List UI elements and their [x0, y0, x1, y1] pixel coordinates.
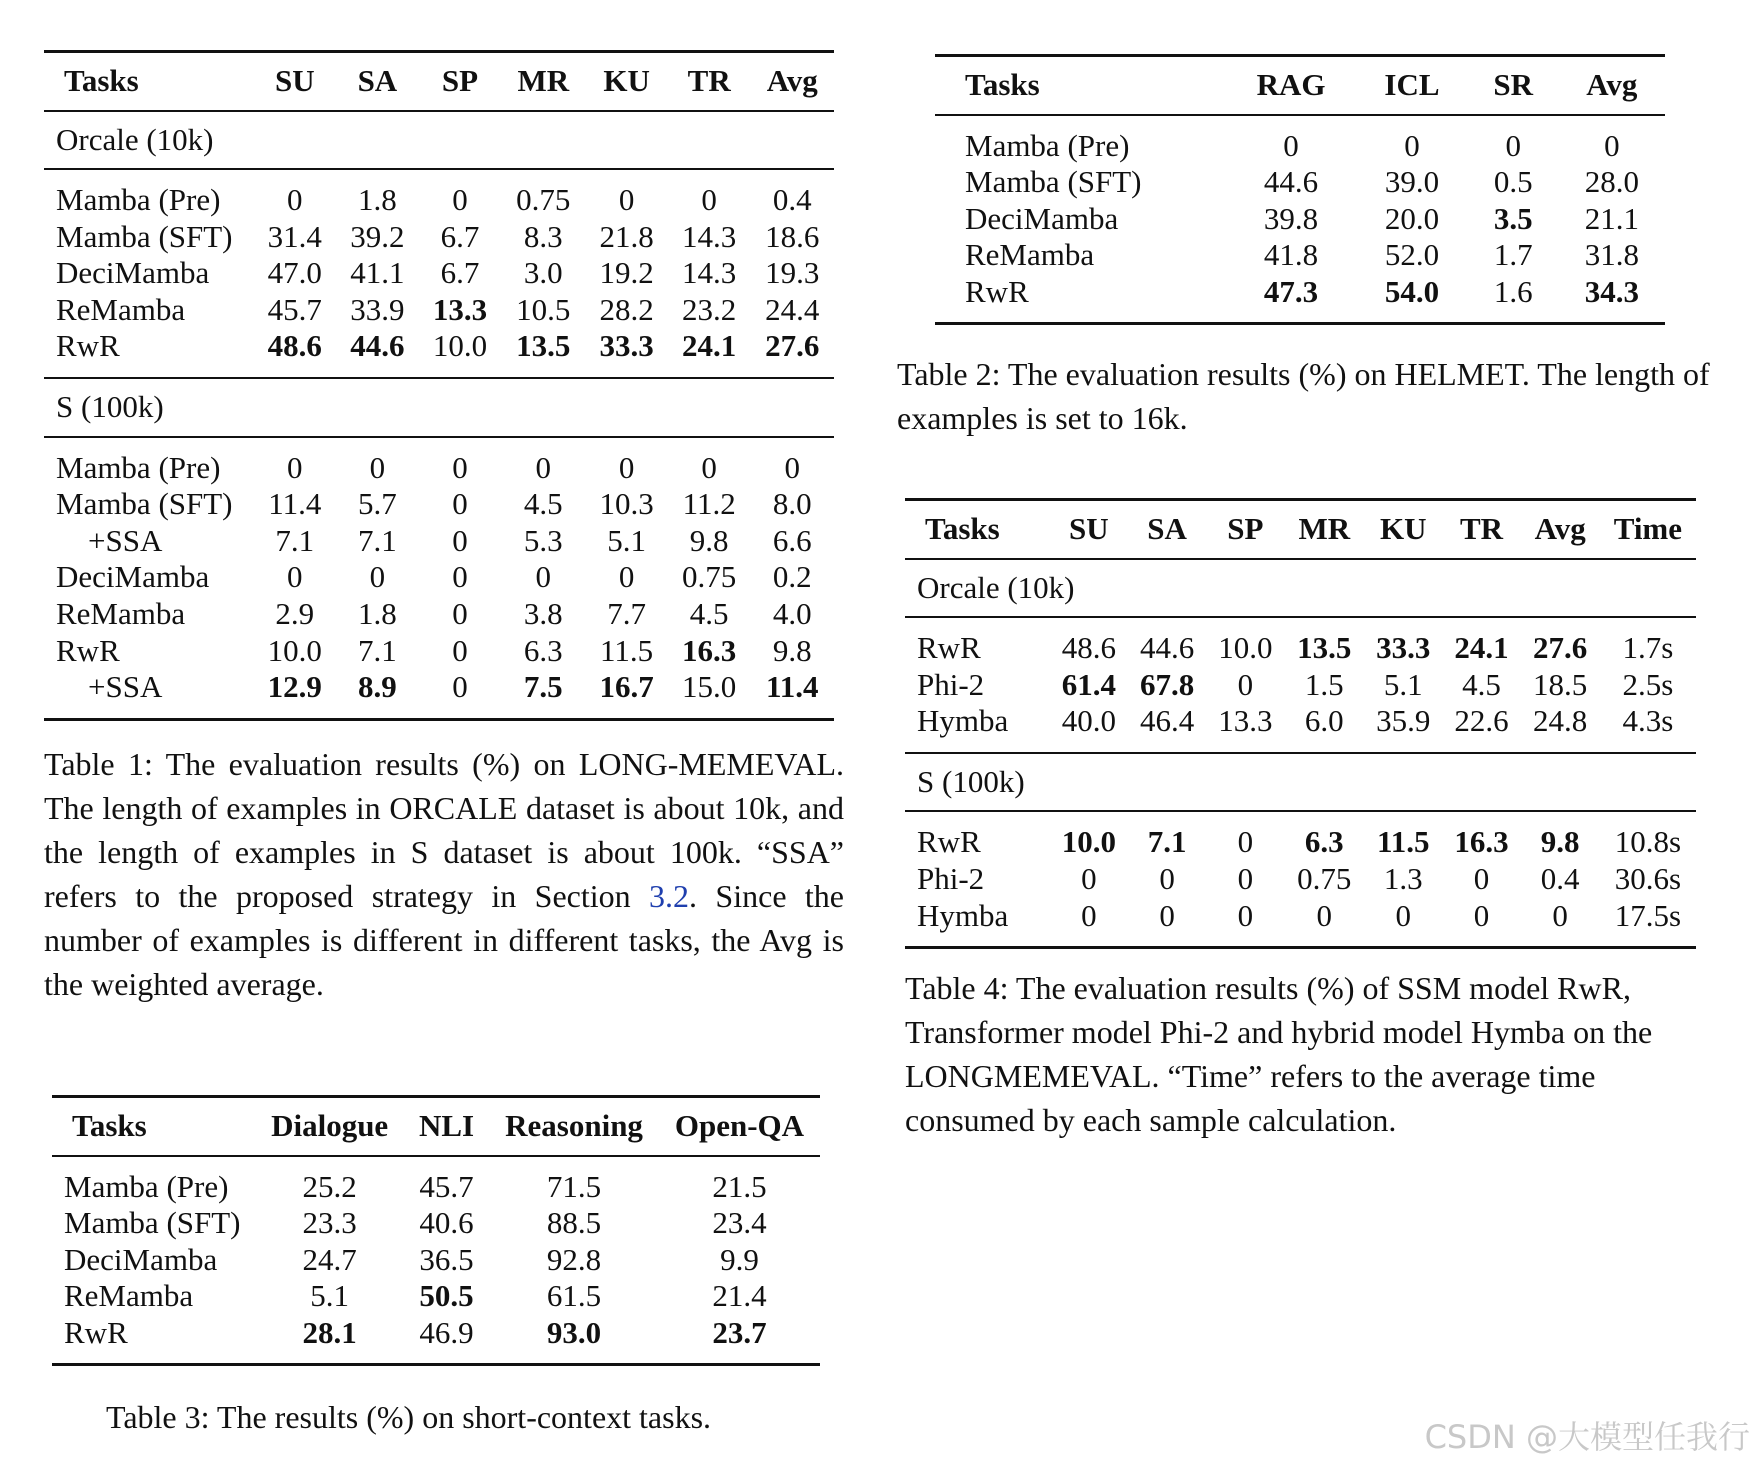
table-cell: 0 — [535, 449, 552, 485]
table-cell: 6.7 — [440, 218, 480, 254]
table-cell: 5.7 — [358, 486, 397, 522]
table-cell: 23.2 — [682, 291, 737, 327]
table-row — [52, 1315, 820, 1365]
table-cell-best: 27.6 — [750, 328, 834, 378]
header-cell: SA — [1128, 500, 1206, 559]
table-cell: 8.0 — [772, 486, 812, 522]
row-label: Phi-2 — [917, 666, 985, 702]
table-cell: 0 — [452, 559, 468, 595]
table-cell: 6.3 — [523, 632, 563, 668]
row-label: Phi-2 — [917, 861, 985, 897]
table-cell-best: 33.3 — [1376, 630, 1431, 666]
table-4-caption: Table 4: The evaluation results (%) of SSM model RwR, Transformer model Phi-2 and hybrid model Hymba on the LONGMEMEVAL. “Time” refers to the average time consumed by each sample calculation. — [905, 970, 1653, 1138]
table-cell-best: 13.5 — [1297, 630, 1352, 666]
table-cell: 7.1 — [275, 522, 315, 558]
table-cell: 0 — [419, 669, 502, 719]
header-cell: NLI — [404, 1097, 489, 1156]
section-label: Orcale (10k) — [905, 559, 1696, 618]
table-row — [905, 811, 1696, 861]
table-cell-best: 47.3 — [1226, 274, 1356, 324]
table-cell: 0 — [618, 182, 635, 218]
table-cell-best: 13.3 — [432, 291, 488, 327]
table-row — [905, 667, 1696, 704]
table-cell: 4.5 — [1462, 666, 1501, 702]
table-row — [935, 274, 1665, 324]
header-cell: Dialogue — [255, 1097, 404, 1156]
caption-text: Table 1: The evaluation results (%) on LONG-MEMEVAL. The length of examples in ORCALE dataset is about 10k, and the length of examples in S dataset is about 100k. “SSA” refers to the proposed strategy in Section — [44, 746, 844, 914]
table-cell: 21.4 — [712, 1278, 767, 1314]
table-cell: 0 — [1081, 861, 1097, 897]
table-cell: 0.4 — [1540, 861, 1580, 897]
table-cell: 24.4 — [765, 291, 820, 327]
section-row — [44, 378, 834, 437]
table-cell: 24.8 — [1521, 703, 1600, 753]
table-cell: 2.9 — [275, 595, 315, 631]
section-row — [44, 111, 834, 170]
table-cell: 6.7 — [440, 255, 480, 291]
table-row — [44, 292, 834, 329]
section-row — [905, 753, 1696, 812]
table-cell: 3.8 — [523, 595, 563, 631]
table-3 — [52, 1095, 820, 1366]
row-label: RwR — [56, 632, 120, 668]
table-cell: 11.4 — [268, 486, 322, 522]
row-label: Mamba (SFT) — [56, 218, 233, 254]
header-cell: KU — [585, 52, 668, 111]
table-row — [905, 617, 1696, 667]
table-cell: 14.3 — [682, 255, 737, 291]
table-cell: 10.0 — [1218, 630, 1273, 666]
row-label: Mamba (Pre) — [56, 182, 221, 218]
table-row — [44, 169, 834, 219]
header-cell: SR — [1468, 56, 1559, 115]
row-label: DeciMamba — [64, 1241, 218, 1277]
table-header-row — [935, 56, 1665, 115]
table-cell: 21.5 — [712, 1168, 767, 1204]
header-cell: RAG — [1226, 56, 1356, 115]
table-cell: 2.5s — [1622, 666, 1674, 702]
table-cell: 0 — [1521, 898, 1600, 948]
table-cell: 0 — [1237, 824, 1254, 860]
caption-text: . Since the number of examples is different in different tasks, the Avg is the weighted average. — [44, 878, 844, 1002]
table-row — [52, 1205, 820, 1242]
table-cell: 0.5 — [1493, 164, 1533, 200]
table-cell: 0 — [452, 632, 468, 668]
table-cell: 9.8 — [772, 632, 812, 668]
section-label: S (100k) — [905, 753, 1696, 812]
table-row — [52, 1278, 820, 1315]
table-cell: 7.1 — [358, 522, 397, 558]
table-cell-best: 24.1 — [1454, 630, 1509, 666]
table-cell: 1.6 — [1468, 274, 1559, 324]
table-cell: 1.3 — [1383, 861, 1423, 897]
table-cell: 0 — [535, 559, 552, 595]
row-label: Mamba (Pre) — [64, 1168, 229, 1204]
row-label: RwR — [44, 328, 254, 378]
table-cell-best: 8.9 — [336, 669, 419, 719]
table-cell: 18.5 — [1533, 666, 1588, 702]
table-cell: 6.0 — [1284, 703, 1364, 753]
table-row — [905, 703, 1696, 753]
table-cell: 1.7 — [1493, 237, 1533, 273]
table-cell-best: 33.3 — [585, 328, 668, 378]
table-cell: 9.9 — [720, 1241, 759, 1277]
table-cell: 22.6 — [1442, 703, 1520, 753]
section-row — [905, 559, 1696, 618]
table-cell: 0 — [1237, 666, 1254, 702]
watermark-text: CSDN @大模型任我行 — [1424, 1418, 1750, 1456]
table-cell: 0 — [452, 595, 468, 631]
header-cell: Reasoning — [489, 1097, 659, 1156]
table-row — [935, 115, 1665, 165]
row-label: Mamba (SFT) — [56, 486, 233, 522]
table-cell: 11.2 — [682, 486, 736, 522]
section-label: Orcale (10k) — [44, 111, 834, 170]
table-cell: 40.0 — [1050, 703, 1128, 753]
table-cell: 8.3 — [523, 218, 563, 254]
table-cell: 0 — [1050, 898, 1128, 948]
header-cell: Tasks — [52, 1097, 255, 1156]
header-cell: ICL — [1356, 56, 1468, 115]
table-cell: 39.8 — [1263, 200, 1319, 236]
table-cell: 9.8 — [689, 522, 729, 558]
table-cell: 4.0 — [772, 595, 812, 631]
header-cell: Avg — [1521, 500, 1600, 559]
table-cell: 5.3 — [523, 522, 563, 558]
table-cell: 6.6 — [772, 522, 812, 558]
table-cell: 0 — [287, 449, 303, 485]
table-cell: 41.1 — [350, 255, 405, 291]
table-cell: 23.4 — [712, 1205, 767, 1241]
table-cell-best: 67.8 — [1139, 666, 1195, 702]
row-label: DeciMamba — [56, 255, 210, 291]
header-cell: Tasks — [935, 56, 1226, 115]
table-row — [44, 219, 834, 256]
table-cell: 0.75 — [1297, 861, 1352, 897]
table-header-row — [905, 500, 1696, 559]
table-cell: 0 — [1283, 127, 1299, 163]
header-cell: TR — [668, 52, 751, 111]
table-1 — [44, 50, 834, 721]
table-cell-best: 7.1 — [1147, 824, 1187, 860]
table-cell: 0 — [1442, 898, 1520, 948]
table-row — [44, 633, 834, 670]
row-label: Mamba (SFT) — [64, 1205, 241, 1241]
table-cell: 61.5 — [546, 1278, 602, 1314]
table-cell-best: 10.0 — [1061, 824, 1116, 860]
row-label: DeciMamba — [56, 559, 210, 595]
table-cell: 0 — [1284, 898, 1364, 948]
table-cell: 71.5 — [546, 1168, 602, 1204]
table-cell: 4.5 — [689, 595, 729, 631]
table-cell-best: 11.4 — [750, 669, 834, 719]
table-row — [52, 1156, 820, 1206]
table-row — [935, 164, 1665, 201]
table-cell: 25.2 — [302, 1168, 357, 1204]
table-row — [44, 669, 834, 719]
table-cell: 44.6 — [1263, 164, 1319, 200]
table-cell-best: 16.3 — [1454, 824, 1509, 860]
table-row — [44, 523, 834, 560]
table-cell: 1.5 — [1304, 666, 1344, 702]
table-cell-best: 11.5 — [1376, 824, 1430, 860]
table-cell: 0 — [1364, 898, 1442, 948]
row-label: Hymba — [905, 703, 1050, 753]
table-cell: 0 — [287, 182, 303, 218]
table-cell: 44.6 — [1139, 630, 1195, 666]
table-cell: 7.7 — [607, 595, 646, 631]
table-cell: 0 — [701, 449, 717, 485]
table-cell: 45.7 — [419, 1168, 474, 1204]
row-label: RwR — [52, 1315, 255, 1365]
table-row — [935, 237, 1665, 274]
header-cell: TR — [1442, 500, 1520, 559]
table-cell-best: 16.7 — [585, 669, 668, 719]
table-cell: 10.8s — [1614, 824, 1682, 860]
table-row — [44, 437, 834, 487]
row-label: RwR — [935, 274, 1226, 324]
table-cell: 15.0 — [668, 669, 751, 719]
header-cell: SP — [419, 52, 502, 111]
table-cell: 40.6 — [419, 1205, 474, 1241]
table-cell: 19.2 — [599, 255, 654, 291]
table-cell: 13.3 — [1206, 703, 1284, 753]
section-reference-link[interactable]: 3.2 — [649, 878, 690, 914]
table-cell: 0.75 — [682, 559, 737, 595]
table-cell: 18.6 — [765, 218, 820, 254]
table-cell-best: 16.3 — [682, 632, 737, 668]
table-cell: 11.5 — [600, 632, 654, 668]
header-cell: MR — [1284, 500, 1364, 559]
table-cell: 0 — [618, 559, 635, 595]
table-3-caption: Table 3: The results (%) on short-context tasks. — [106, 1399, 712, 1435]
table-1-caption — [44, 742, 844, 1006]
header-cell: SP — [1206, 500, 1284, 559]
table-cell: 5.1 — [310, 1278, 350, 1314]
row-label: RwR — [917, 824, 981, 860]
table-cell: 0 — [452, 182, 468, 218]
table-cell: 0 — [452, 449, 468, 485]
table-row — [905, 898, 1696, 948]
table-cell: 0 — [452, 522, 468, 558]
header-cell: MR — [501, 52, 585, 111]
table-cell: 33.9 — [350, 291, 405, 327]
table-cell: 5.1 — [1383, 666, 1423, 702]
row-label: +SSA — [88, 522, 163, 558]
header-cell: SA — [336, 52, 419, 111]
table-cell-best: 50.5 — [419, 1278, 474, 1314]
table-cell: 28.2 — [599, 291, 654, 327]
header-cell: Tasks — [905, 500, 1050, 559]
table-row — [44, 255, 834, 292]
table-cell-best: 54.0 — [1356, 274, 1468, 324]
section-label: S (100k) — [44, 378, 834, 437]
table-cell: 39.2 — [350, 218, 405, 254]
table-cell: 24.7 — [302, 1241, 357, 1277]
row-label: ReMamba — [965, 237, 1095, 273]
table-cell: 28.0 — [1584, 164, 1639, 200]
table-cell: 92.8 — [546, 1241, 602, 1277]
table-header-row — [44, 52, 834, 111]
table-cell: 19.3 — [765, 255, 820, 291]
table-cell: 10.3 — [599, 486, 654, 522]
table-cell: 41.8 — [1263, 237, 1319, 273]
table-cell: 4.5 — [523, 486, 563, 522]
table-cell: 1.8 — [358, 182, 397, 218]
table-cell-best: 7.5 — [501, 669, 585, 719]
table-cell: 4.3s — [1600, 703, 1696, 753]
table-cell: 10.0 — [419, 328, 502, 378]
table-cell: 23.3 — [302, 1205, 357, 1241]
row-label: ReMamba — [56, 291, 186, 327]
header-cell: Avg — [750, 52, 834, 111]
table-row — [44, 596, 834, 633]
table-cell: 0 — [1237, 861, 1254, 897]
table-row — [52, 1242, 820, 1279]
table-row — [44, 328, 834, 378]
row-label: Mamba (Pre) — [965, 127, 1130, 163]
table-cell: 20.0 — [1384, 200, 1440, 236]
table-cell: 0 — [1404, 127, 1420, 163]
table-2 — [935, 54, 1665, 325]
table-cell: 10.5 — [516, 291, 571, 327]
table-cell: 10.0 — [267, 632, 322, 668]
table-cell-best: 93.0 — [489, 1315, 659, 1365]
table-cell: 1.7s — [1622, 630, 1674, 666]
table-4 — [905, 498, 1696, 949]
table-cell: 0 — [1128, 898, 1206, 948]
table-cell: 31.4 — [267, 218, 322, 254]
table-cell-best: 23.7 — [659, 1315, 820, 1365]
row-label: +SSA — [44, 669, 254, 719]
table-2-caption: Table 2: The evaluation results (%) on HELMET. The length of examples is set to 16k. — [897, 356, 1710, 436]
row-label: ReMamba — [56, 595, 186, 631]
table-cell: 0 — [287, 559, 303, 595]
table-cell: 0 — [369, 449, 386, 485]
header-cell: SU — [1050, 500, 1128, 559]
table-cell-best: 9.8 — [1540, 824, 1580, 860]
table-row — [44, 559, 834, 596]
header-cell: Tasks — [44, 52, 254, 111]
table-cell: 0 — [452, 486, 468, 522]
table-cell: 0 — [784, 449, 800, 485]
table-cell-best: 44.6 — [336, 328, 419, 378]
table-cell-best: 34.3 — [1559, 274, 1665, 324]
table-cell: 47.0 — [267, 255, 322, 291]
table-row — [905, 861, 1696, 898]
table-cell: 30.6s — [1614, 861, 1682, 897]
table-cell: 0 — [369, 559, 386, 595]
table-row — [935, 201, 1665, 238]
table-cell: 17.5s — [1600, 898, 1696, 948]
table-cell: 0 — [1159, 861, 1175, 897]
table-cell: 3.0 — [523, 255, 563, 291]
table-cell-best: 28.1 — [255, 1315, 404, 1365]
table-cell: 0.75 — [516, 182, 571, 218]
table-cell: 31.8 — [1584, 237, 1639, 273]
table-row — [44, 486, 834, 523]
table-cell: 0 — [1604, 127, 1620, 163]
table-cell-best: 24.1 — [668, 328, 751, 378]
row-label: ReMamba — [64, 1278, 194, 1314]
table-cell: 0 — [701, 182, 717, 218]
table-cell-best: 48.6 — [254, 328, 337, 378]
row-label: Mamba (Pre) — [56, 449, 221, 485]
table-cell-best: 61.4 — [1061, 666, 1116, 702]
table-cell-best: 6.3 — [1304, 824, 1344, 860]
table-cell: 46.4 — [1128, 703, 1206, 753]
table-cell: 0 — [618, 449, 635, 485]
table-cell: 39.0 — [1384, 164, 1440, 200]
header-cell: Time — [1600, 500, 1696, 559]
table-cell: 1.8 — [358, 595, 397, 631]
table-2-container — [935, 54, 1665, 325]
row-label: Mamba (SFT) — [965, 164, 1142, 200]
header-cell: Open-QA — [659, 1097, 820, 1156]
table-cell: 0.4 — [772, 182, 812, 218]
table-cell: 5.1 — [607, 522, 646, 558]
table-cell: 0 — [1473, 861, 1490, 897]
table-cell: 45.7 — [267, 291, 322, 327]
row-label: DeciMamba — [965, 200, 1119, 236]
table-cell: 52.0 — [1384, 237, 1440, 273]
row-label: Hymba — [905, 898, 1050, 948]
table-cell: 35.9 — [1364, 703, 1442, 753]
row-label: RwR — [917, 630, 981, 666]
table-cell: 21.1 — [1584, 200, 1639, 236]
table-cell: 0.2 — [772, 559, 812, 595]
table-cell-best: 13.5 — [501, 328, 585, 378]
table-4-container — [905, 498, 1696, 949]
table-cell: 7.1 — [358, 632, 397, 668]
table-cell: 36.5 — [419, 1241, 474, 1277]
table-header-row — [52, 1097, 820, 1156]
table-cell: 0 — [1206, 898, 1284, 948]
header-cell: SU — [254, 52, 337, 111]
table-3-container — [52, 1095, 820, 1366]
table-cell: 48.6 — [1061, 630, 1116, 666]
table-cell: 14.3 — [682, 218, 737, 254]
table-cell: 88.5 — [546, 1205, 602, 1241]
table-cell: 46.9 — [404, 1315, 489, 1365]
table-1-container — [44, 50, 834, 721]
table-cell-best: 3.5 — [1493, 200, 1533, 236]
header-cell: Avg — [1559, 56, 1665, 115]
table-cell: 0 — [1505, 127, 1521, 163]
table-cell: 21.8 — [599, 218, 654, 254]
table-cell-best: 12.9 — [254, 669, 337, 719]
header-cell: KU — [1364, 500, 1442, 559]
table-cell-best: 27.6 — [1533, 630, 1588, 666]
